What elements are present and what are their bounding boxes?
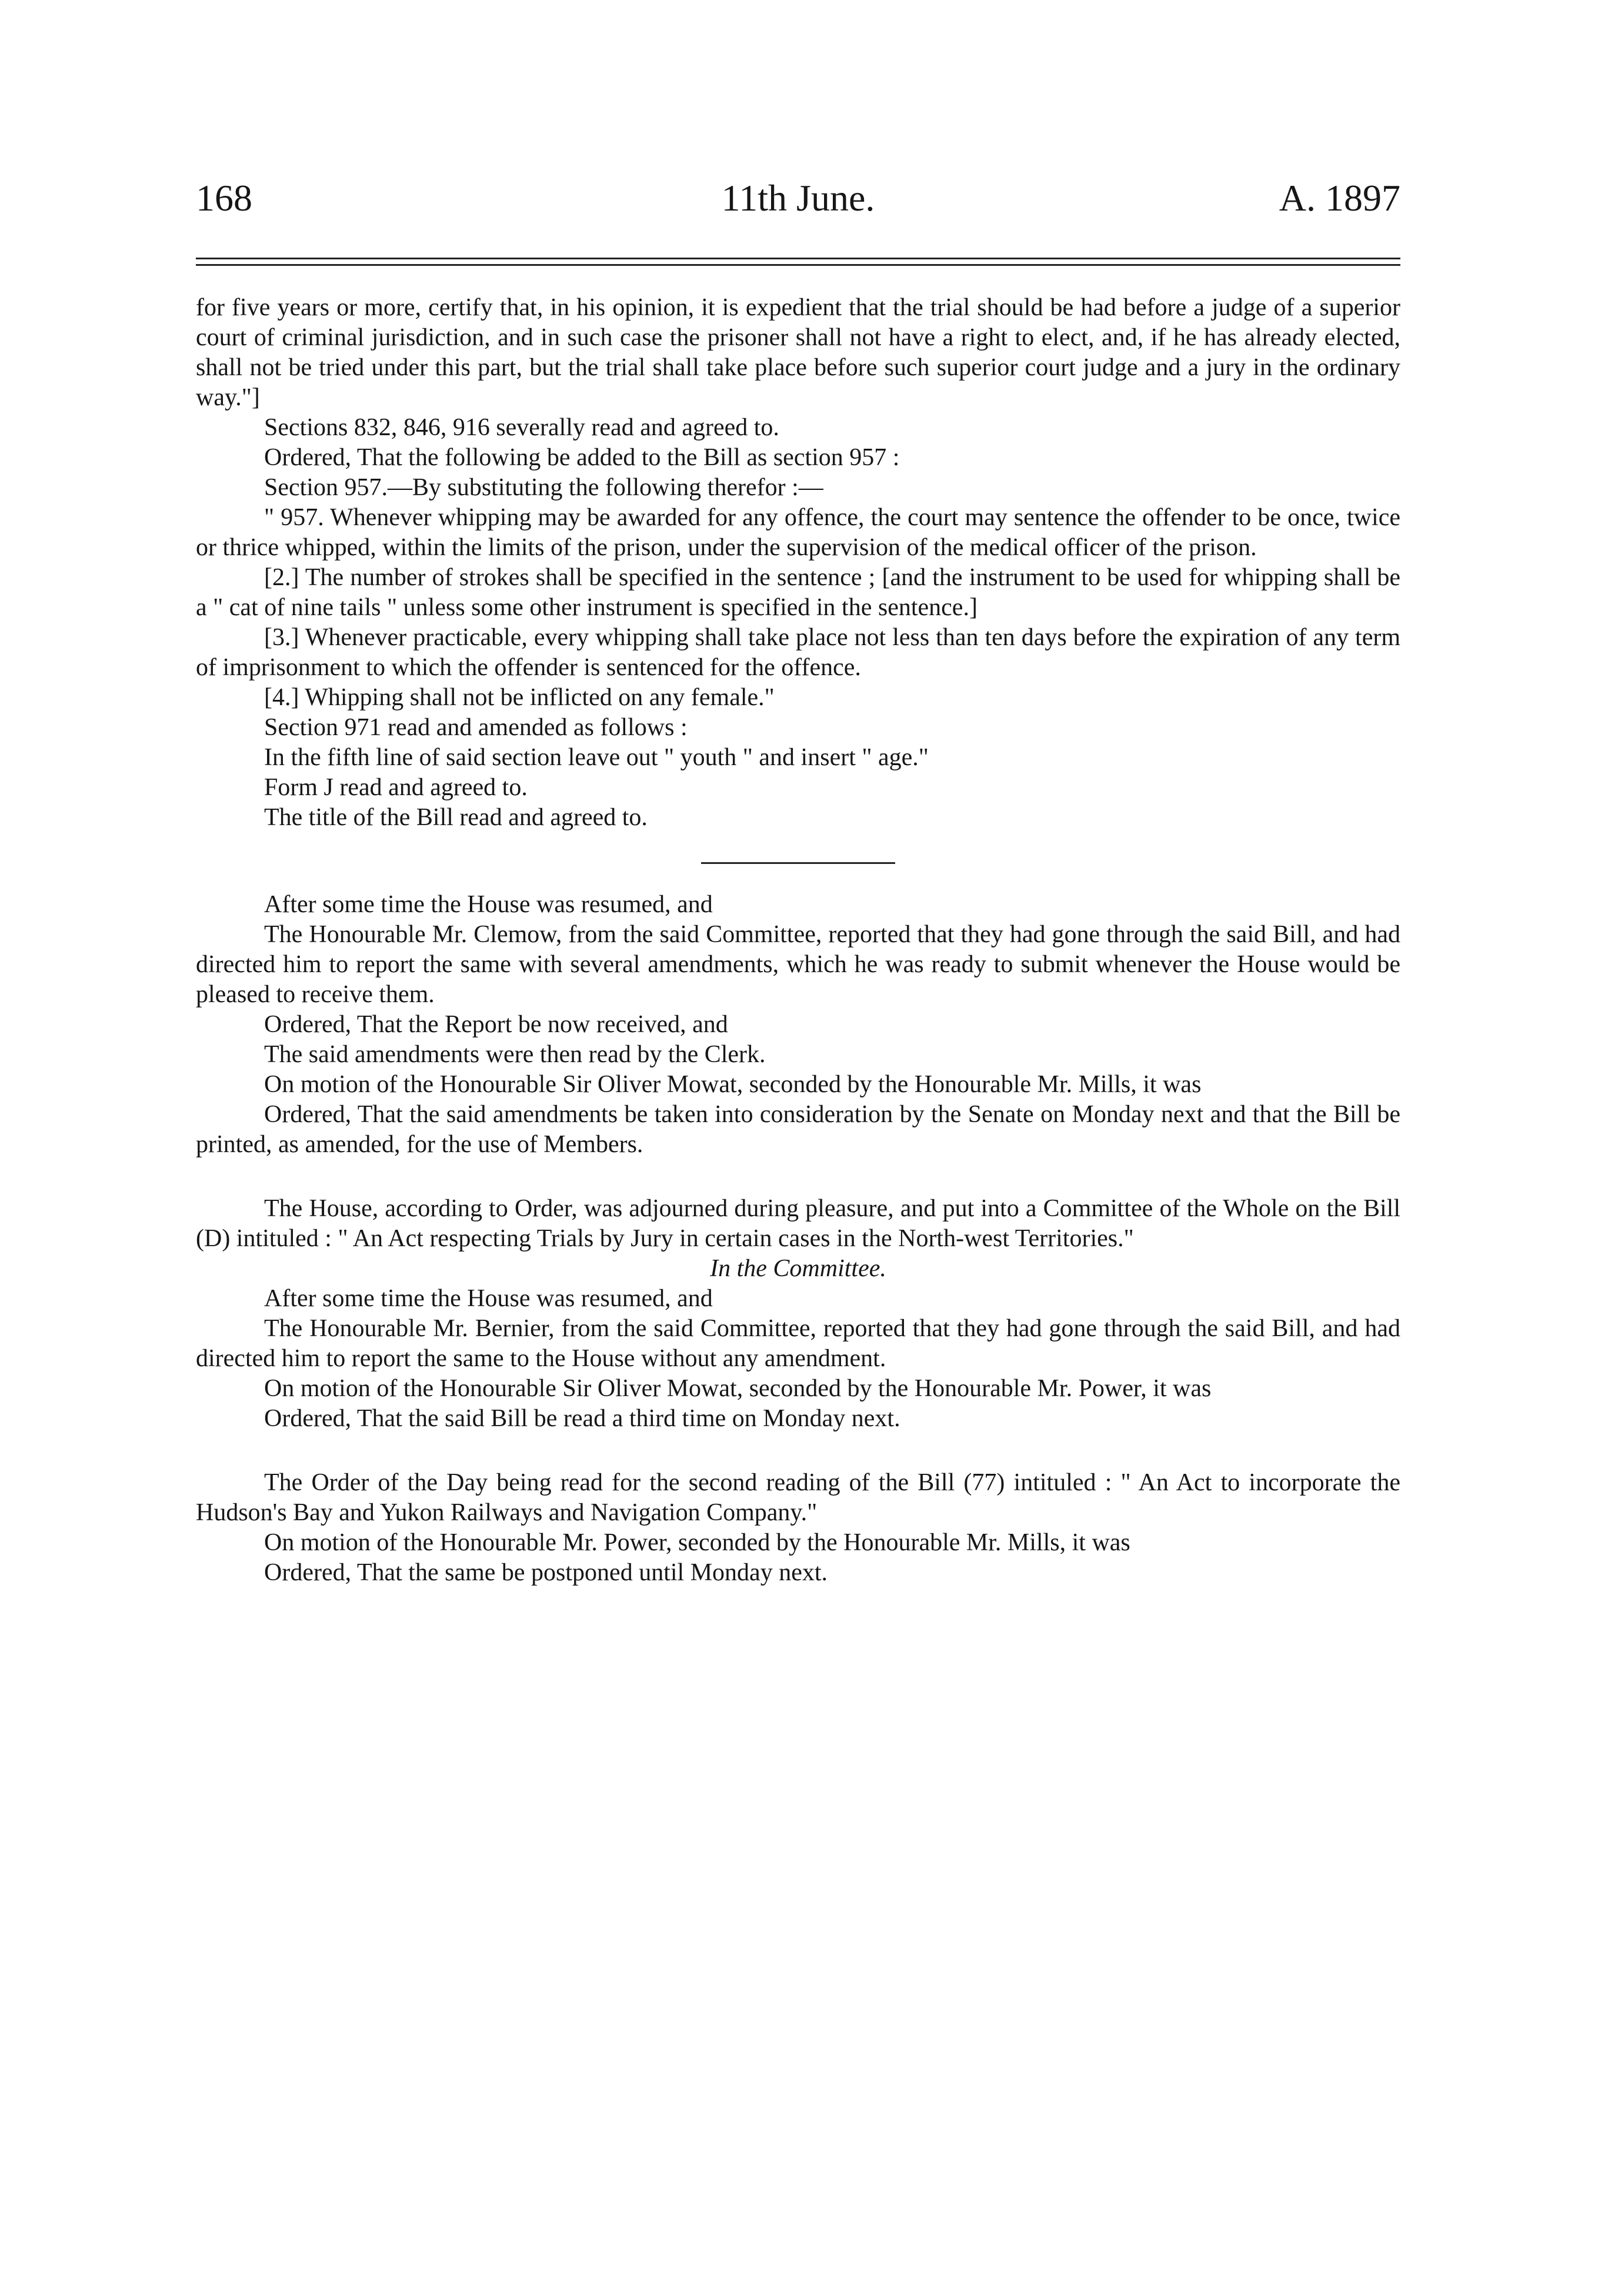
paragraph: Ordered, That the Report be now received, and (264, 1011, 728, 1038)
paragraph: Ordered, That the said Bill be read a third time on Monday next. (264, 1405, 900, 1432)
paragraph: Sections 832, 846, 916 severally read and agreed to. (264, 414, 779, 441)
paragraph: On motion of the Honourable Sir Oliver Mowat, seconded by the Honourable Mr. Mills, it was (264, 1071, 1202, 1098)
paragraph: The House, according to Order, was adjourned during pleasure, and put into a Committee of the Whole on the Bill (D) intituled : " An Act respecting Trials by Jury in certain cases in the North-west Territories." (196, 1195, 1400, 1252)
paragraph: The title of the Bill read and agreed to. (264, 804, 648, 831)
body-text (196, 293, 1400, 1588)
paragraph-gap (196, 1160, 1400, 1194)
paragraph: The said amendments were then read by the Clerk. (264, 1041, 766, 1068)
header-date: 11th June. (721, 177, 875, 219)
paragraph: On motion of the Honourable Sir Oliver Mowat, seconded by the Honourable Mr. Power, it was (264, 1375, 1212, 1402)
paragraph: [3.] Whenever practicable, every whipping shall take place not less than ten days before the expiration of any term of imprisonment to which the offender is sentenced for the offence. (196, 624, 1400, 681)
section-separator-rule (701, 862, 895, 864)
committee-heading: In the Committee. (710, 1255, 886, 1282)
paragraph: On motion of the Honourable Mr. Power, seconded by the Honourable Mr. Mills, it was (264, 1529, 1130, 1556)
paragraph: Form J read and agreed to. (264, 774, 528, 801)
header-double-rule (196, 258, 1400, 266)
paragraph: " 957. Whenever whipping may be awarded for any offence, the court may sentence the offender to be once, twice or thrice whipped, within the limits of the prison, under the supervision of the medical officer of the prison. (196, 504, 1400, 561)
paragraph: Ordered, That the following be added to the Bill as section 957 : (264, 444, 900, 471)
paragraph: Section 971 read and amended as follows : (264, 714, 688, 741)
paragraph: After some time the House was resumed, and (264, 891, 713, 918)
paragraph: The Honourable Mr. Clemow, from the said Committee, reported that they had gone through the said Bill, and had directed him to report the same with several amendments, which he was ready to submit whenever the House would be pleased to receive them. (196, 921, 1400, 1008)
paragraph-gap (196, 1434, 1400, 1468)
paragraph: for five years or more, certify that, in his opinion, it is expedient that the trial should be had before a judge of a superior court of criminal jurisdiction, and in such case the prisoner shall not have a right to elect, and, if he has already elected, shall not be tried under this part, but the trial shall take place before such superior court judge and a jury in the ordinary way."] (196, 294, 1400, 411)
paragraph: In the fifth line of said section leave out " youth " and insert " age." (264, 744, 929, 771)
page-number: 168 (196, 177, 252, 219)
page-header (196, 172, 1400, 225)
paragraph: The Honourable Mr. Bernier, from the said Committee, reported that they had gone through the said Bill, and had directed him to report the same to the House without any amendment. (196, 1315, 1400, 1372)
paragraph: [4.] Whipping shall not be inflicted on any female." (264, 684, 775, 711)
paragraph: The Order of the Day being read for the second reading of the Bill (77) intituled : " An Act to incorporate the Hudson's Bay and Yukon Railways and Navigation Company." (196, 1469, 1400, 1526)
paragraph: Section 957.—By substituting the following therefor :— (264, 474, 823, 501)
header-year: A. 1897 (1279, 177, 1400, 219)
paragraph: After some time the House was resumed, and (264, 1285, 713, 1312)
paragraph: [2.] The number of strokes shall be specified in the sentence ; [and the instrument to be used for whipping shall be a " cat of nine tails " unless some other instrument is specified in the sentence.] (196, 564, 1400, 621)
paragraph: Ordered, That the same be postponed until Monday next. (264, 1559, 828, 1586)
paragraph: Ordered, That the said amendments be taken into consideration by the Senate on Monday next and that the Bill be printed, as amended, for the use of Members. (196, 1101, 1400, 1158)
